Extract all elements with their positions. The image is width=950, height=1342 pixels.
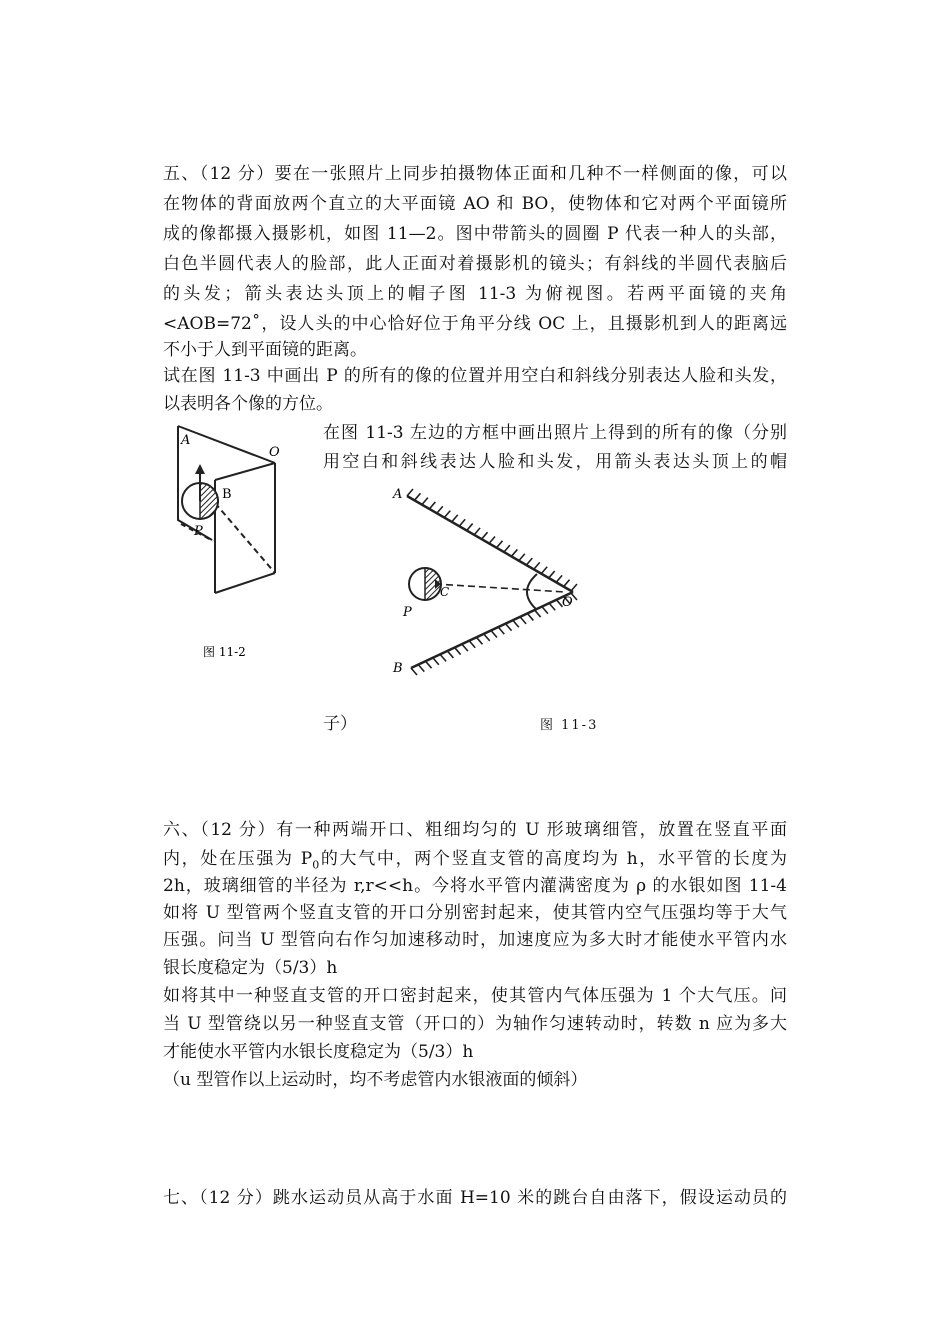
- mirror-hatch-tick: [467, 524, 473, 531]
- q6-p0-subscript: 0: [312, 858, 320, 872]
- mirror-hatch-tick: [414, 493, 420, 500]
- mirror-hatch-tick: [527, 613, 533, 620]
- mirror-hatch-tick: [452, 515, 458, 522]
- mirror-hatch-tick: [498, 627, 504, 634]
- mirror-hatch-tick: [541, 567, 547, 574]
- q5-side-line-2: 用空白和斜线表达人脸和头发，用箭头表达头顶上的帽: [323, 452, 787, 472]
- q5-line-8: 试在图 11-3 中画出 P 的所有的像的位置并用空白和斜线分别表达人脸和头发，: [163, 366, 787, 386]
- fig1-label-o: O: [269, 445, 280, 460]
- fig1-caption: 图 11-2: [203, 645, 246, 659]
- mirror-hatch-tick: [564, 580, 570, 587]
- q5-line-3: 成的像都摄入摄影机，如图 11—2。图中带箭头的圆圈 P 代表一种人的头部，: [163, 224, 787, 244]
- mirror-hatch-tick: [482, 532, 488, 539]
- q5-tail: 子）: [323, 714, 357, 734]
- q5-line-6: <AOB=72˚，设人头的中心恰好位于角平分线 OC 上，且摄影机到人的距离远: [163, 314, 787, 334]
- mirror-hatch-tick: [476, 637, 482, 644]
- mirror-hatch-tick: [459, 519, 465, 526]
- mirror-hatch-tick: [519, 554, 525, 561]
- mirror-hatch-tick: [520, 617, 526, 624]
- mirror-hatch-tick: [491, 631, 497, 638]
- q6-line-10: （u 型管作以上运动时，均不考虑管内水银液面的倾斜）: [163, 1070, 588, 1090]
- mirror-hatch-tick: [489, 537, 495, 544]
- mirror-hatch-tick: [496, 541, 502, 548]
- q6-line-3: 2h，玻璃细管的半径为 r,r<<h。今将水平管内灌满密度为 ρ 的水银如图 11-4: [163, 876, 787, 896]
- fig1-label-a: A: [181, 433, 191, 448]
- fig2-label-b: B: [393, 661, 403, 676]
- q5-line-9: 以表明各个像的方位。: [163, 394, 333, 414]
- mirror-hatch-tick: [429, 502, 435, 509]
- fig1-label-b: B: [222, 487, 232, 502]
- q6-line-5: 压强。问当 U 型管向右作匀加速移动时，加速度应为多大时才能使水平管内水: [163, 930, 787, 950]
- mirror-hatch-tick: [549, 571, 555, 578]
- fig2-caption: 图 11-3: [540, 718, 599, 733]
- q6-line-2-pre: 内，处在压强为 P: [163, 849, 313, 869]
- mirror-hatch-tick: [556, 575, 562, 582]
- mirror-hatch-tick: [422, 498, 428, 505]
- q5-line-2: 在物体的背面放两个直立的大平面镜 AO 和 BO，使物体和它对两个平面镜所: [163, 194, 787, 214]
- q5-line-4: 白色半圆代表人的脸部，此人正面对着摄影机的镜头；有斜线的半圆代表脑后: [163, 254, 787, 274]
- mirror-hatch-tick: [462, 644, 468, 651]
- mirror-hatch-tick: [407, 489, 413, 496]
- mirror-hatch-tick: [437, 506, 443, 513]
- mirror-hatch-tick: [571, 584, 577, 591]
- q6-line-9: 才能使水平管内水银长度稳定为（5/3）h: [163, 1042, 474, 1062]
- mirror-hatch-tick: [455, 648, 461, 655]
- mirror-hatch-tick: [484, 634, 490, 641]
- mirror-hatch-tick: [444, 511, 450, 518]
- mirror-hatch-tick: [506, 624, 512, 631]
- mirror-hatch-tick: [440, 654, 446, 661]
- mirror-hatch-tick: [433, 658, 439, 665]
- q6-line-6: 银长度稳定为（5/3）h: [163, 958, 338, 978]
- fig2-label-p: P: [403, 605, 412, 620]
- q6-line-4: 如将 U 型管两个竖直支管的开口分别密封起来，使其管内空气压强均等于大气: [163, 903, 787, 923]
- mirror-hatch-tick: [534, 562, 540, 569]
- q6-line-2: [163, 847, 787, 877]
- q5-line-5: 的头发；箭头表达头顶上的帽子图 11-3 为俯视图。若两平面镜的夹角: [163, 284, 787, 304]
- mirror-hatch-tick: [526, 558, 532, 565]
- figure-11-3: [385, 482, 600, 682]
- mirror-hatch-tick: [411, 668, 417, 675]
- q7-line-1: 七、（12 分）跳水运动员从高于水面 H=10 米的跳台自由落下，假设运动员的: [163, 1188, 787, 1208]
- figure-11-2: [165, 418, 300, 668]
- mirror-hatch-tick: [447, 651, 453, 658]
- q5-side-line-1: 在图 11-3 左边的方框中画出照片上得到的所有的像（分别: [323, 423, 787, 443]
- mirror-hatch-tick: [504, 545, 510, 552]
- mirror-hatch-tick: [511, 549, 517, 556]
- mirror-hatch-tick: [469, 641, 475, 648]
- mirror-hatch-tick: [549, 603, 555, 610]
- q6-line-2-post: 的大气中，两个竖直支管的高度均为 h，水平管的长度为: [319, 849, 788, 869]
- mirror-hatch-tick: [426, 661, 432, 668]
- fig2-label-c: C: [440, 585, 450, 599]
- fig2-label-a: A: [393, 487, 403, 502]
- mirror-hatch-tick: [418, 665, 424, 672]
- q6-line-1: 六、（12 分）有一种两端开口、粗细均匀的 U 形玻璃细管，放置在竖直平面: [163, 820, 787, 840]
- fig1-label-p: P: [194, 524, 203, 539]
- q5-line-7: 不小于人到平面镜的距离。: [163, 340, 367, 360]
- q6-line-8: 当 U 型管绕以另一种竖直支管（开口的）为轴作匀速转动时，转数 n 应为多大: [163, 1014, 787, 1034]
- mirror-hatch-tick: [542, 607, 548, 614]
- q6-line-7: 如将其中一种竖直支管的开口密封起来，使其管内气体压强为 1 个大气压。问: [163, 986, 787, 1006]
- mirror-hatch-tick: [474, 528, 480, 535]
- q5-line-1: 五、（12 分）要在一张照片上同步拍摄物体正面和几种不一样侧面的像，可以: [163, 164, 787, 184]
- fig2-label-o: O: [562, 595, 573, 610]
- mirror-hatch-tick: [513, 620, 519, 627]
- mirror-hatch-tick: [535, 610, 541, 617]
